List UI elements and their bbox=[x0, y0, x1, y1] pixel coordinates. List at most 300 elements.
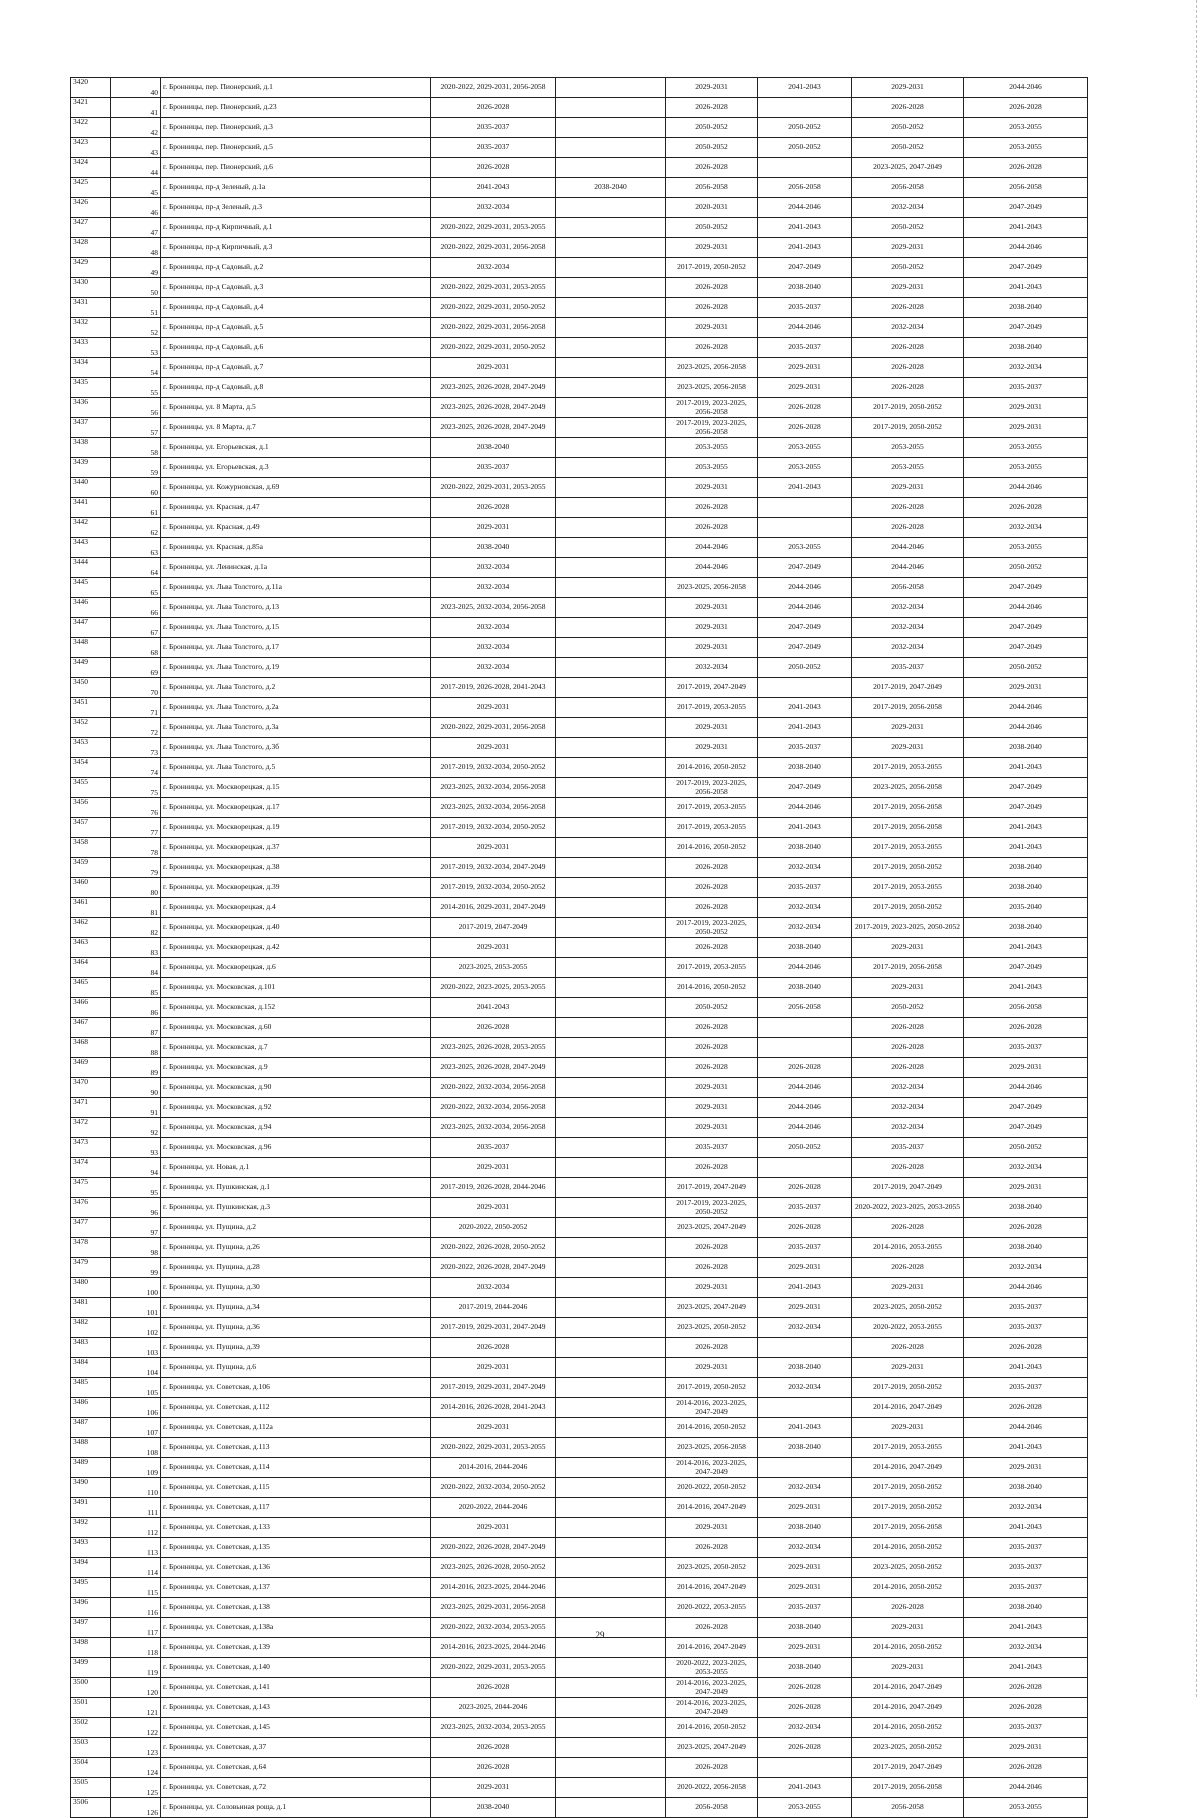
table-row bbox=[71, 1518, 1088, 1538]
cell-item-number: 89 bbox=[111, 1058, 161, 1078]
cell-period-e: 2050-2052 bbox=[852, 218, 964, 238]
cell-period-f: 2032-2034 bbox=[964, 1498, 1088, 1518]
cell-period-e: 2017-2019, 2023-2025, 2050-2052 bbox=[852, 918, 964, 938]
table-row bbox=[71, 1218, 1088, 1238]
cell-row-id: 3420 bbox=[71, 78, 111, 98]
cell-period-f: 2035-2037 bbox=[964, 1378, 1088, 1398]
cell-period-e: 2053-2055 bbox=[852, 458, 964, 478]
table-row bbox=[71, 858, 1088, 878]
cell-item-number: 111 bbox=[111, 1498, 161, 1518]
cell-period-c: 2014-2016, 2023-2025, 2047-2049 bbox=[666, 1458, 758, 1478]
cell-period-f: 2047-2049 bbox=[964, 1118, 1088, 1138]
cell-period-a: 2026-2028 bbox=[431, 498, 556, 518]
cell-item-number: 73 bbox=[111, 738, 161, 758]
cell-period-c: 2029-2031 bbox=[666, 1098, 758, 1118]
cell-address: г. Бронницы, ул. Красная, д.49 bbox=[161, 518, 431, 538]
cell-period-e: 2029-2031 bbox=[852, 1278, 964, 1298]
cell-period-e: 2026-2028 bbox=[852, 1158, 964, 1178]
cell-period-d: 2053-2055 bbox=[758, 458, 852, 478]
cell-period-c: 2017-2019, 2053-2055 bbox=[666, 818, 758, 838]
cell-period-a: 2020-2022, 2029-2031, 2050-2052 bbox=[431, 338, 556, 358]
cell-row-id: 3435 bbox=[71, 378, 111, 398]
cell-address: г. Бронницы, ул. Советская, д.72 bbox=[161, 1778, 431, 1798]
cell-period-f: 2038-2040 bbox=[964, 1198, 1088, 1218]
cell-period-e: 2050-2052 bbox=[852, 118, 964, 138]
cell-period-b bbox=[556, 1678, 666, 1698]
table-row bbox=[71, 1738, 1088, 1758]
cell-period-d: 2038-2040 bbox=[758, 758, 852, 778]
cell-item-number: 61 bbox=[111, 498, 161, 518]
cell-address: г. Бронницы, ул. Льва Толстого, д.5 bbox=[161, 758, 431, 778]
cell-item-number: 48 bbox=[111, 238, 161, 258]
cell-item-number: 70 bbox=[111, 678, 161, 698]
table-row bbox=[71, 1478, 1088, 1498]
cell-period-a: 2032-2034 bbox=[431, 558, 556, 578]
cell-period-c: 2026-2028 bbox=[666, 1758, 758, 1778]
cell-period-c: 2026-2028 bbox=[666, 1258, 758, 1278]
cell-period-f: 2029-2031 bbox=[964, 1178, 1088, 1198]
cell-period-a: 2020-2022, 2044-2046 bbox=[431, 1498, 556, 1518]
table-row bbox=[71, 1118, 1088, 1138]
cell-period-e: 2029-2031 bbox=[852, 238, 964, 258]
cell-period-c: 2014-2016, 2050-2052 bbox=[666, 1718, 758, 1738]
cell-period-e: 2032-2034 bbox=[852, 1078, 964, 1098]
cell-period-b bbox=[556, 218, 666, 238]
table-row bbox=[71, 598, 1088, 618]
cell-item-number: 115 bbox=[111, 1578, 161, 1598]
cell-period-a: 2023-2025, 2032-2034, 2056-2058 bbox=[431, 798, 556, 818]
cell-period-e: 2029-2031 bbox=[852, 478, 964, 498]
table-row bbox=[71, 498, 1088, 518]
cell-period-d: 2035-2037 bbox=[758, 1238, 852, 1258]
cell-period-f: 2035-2037 bbox=[964, 1538, 1088, 1558]
cell-row-id: 3481 bbox=[71, 1298, 111, 1318]
cell-item-number: 82 bbox=[111, 918, 161, 938]
cell-item-number: 122 bbox=[111, 1718, 161, 1738]
cell-period-b bbox=[556, 1358, 666, 1378]
cell-period-d: 2035-2037 bbox=[758, 1198, 852, 1218]
table-row bbox=[71, 1798, 1088, 1818]
cell-item-number: 64 bbox=[111, 558, 161, 578]
cell-period-c: 2026-2028 bbox=[666, 1038, 758, 1058]
cell-period-d: 2056-2058 bbox=[758, 998, 852, 1018]
cell-period-f: 2056-2058 bbox=[964, 178, 1088, 198]
cell-address: г. Бронницы, ул. Советская, д.145 bbox=[161, 1718, 431, 1738]
cell-period-a: 2029-2031 bbox=[431, 1198, 556, 1218]
cell-period-a: 2029-2031 bbox=[431, 838, 556, 858]
cell-period-e: 2017-2019, 2050-2052 bbox=[852, 858, 964, 878]
cell-period-e: 2050-2052 bbox=[852, 258, 964, 278]
table-row bbox=[71, 698, 1088, 718]
cell-row-id: 3489 bbox=[71, 1458, 111, 1478]
cell-period-c: 2029-2031 bbox=[666, 318, 758, 338]
cell-item-number: 49 bbox=[111, 258, 161, 278]
table-row bbox=[71, 1078, 1088, 1098]
cell-period-c: 2050-2052 bbox=[666, 138, 758, 158]
cell-period-a: 2020-2022, 2029-2031, 2056-2058 bbox=[431, 238, 556, 258]
cell-period-c: 2023-2025, 2056-2058 bbox=[666, 358, 758, 378]
cell-period-e: 2014-2016, 2050-2052 bbox=[852, 1638, 964, 1658]
cell-period-f: 2044-2046 bbox=[964, 78, 1088, 98]
cell-period-b bbox=[556, 1098, 666, 1118]
cell-address: г. Бронницы, ул. Новая, д.1 bbox=[161, 1158, 431, 1178]
cell-period-a: 2017-2019, 2032-2034, 2050-2052 bbox=[431, 818, 556, 838]
cell-period-e: 2017-2019, 2050-2052 bbox=[852, 898, 964, 918]
cell-address: г. Бронницы, ул. Пущина, д.2 bbox=[161, 1218, 431, 1238]
cell-address: г. Бронницы, ул. Советская, д.64 bbox=[161, 1758, 431, 1778]
cell-period-e: 2032-2034 bbox=[852, 618, 964, 638]
cell-item-number: 96 bbox=[111, 1198, 161, 1218]
cell-period-e: 2026-2028 bbox=[852, 358, 964, 378]
cell-period-a: 2023-2025, 2026-2028, 2047-2049 bbox=[431, 378, 556, 398]
cell-period-f: 2041-2043 bbox=[964, 218, 1088, 238]
table-row bbox=[71, 1138, 1088, 1158]
cell-row-id: 3486 bbox=[71, 1398, 111, 1418]
cell-period-d: 2041-2043 bbox=[758, 218, 852, 238]
cell-period-f: 2035-2037 bbox=[964, 1558, 1088, 1578]
cell-period-a: 2026-2028 bbox=[431, 1738, 556, 1758]
cell-period-e: 2026-2028 bbox=[852, 1598, 964, 1618]
cell-period-b bbox=[556, 1458, 666, 1478]
cell-period-f: 2038-2040 bbox=[964, 878, 1088, 898]
table-row bbox=[71, 1418, 1088, 1438]
cell-period-f: 2041-2043 bbox=[964, 978, 1088, 998]
cell-period-e: 2017-2019, 2053-2055 bbox=[852, 838, 964, 858]
cell-period-b bbox=[556, 1498, 666, 1518]
cell-period-b bbox=[556, 1758, 666, 1778]
cell-address: г. Бронницы, пер. Пионерский, д.23 bbox=[161, 98, 431, 118]
cell-period-b bbox=[556, 978, 666, 998]
cell-period-e: 2014-2016, 2047-2049 bbox=[852, 1398, 964, 1418]
cell-period-f: 2038-2040 bbox=[964, 738, 1088, 758]
cell-item-number: 124 bbox=[111, 1758, 161, 1778]
cell-period-a: 2035-2037 bbox=[431, 138, 556, 158]
cell-period-b bbox=[556, 1438, 666, 1458]
cell-period-e: 2017-2019, 2056-2058 bbox=[852, 958, 964, 978]
cell-row-id: 3503 bbox=[71, 1738, 111, 1758]
cell-item-number: 63 bbox=[111, 538, 161, 558]
cell-period-c: 2014-2016, 2023-2025, 2047-2049 bbox=[666, 1698, 758, 1718]
cell-item-number: 65 bbox=[111, 578, 161, 598]
cell-period-c: 2026-2028 bbox=[666, 1538, 758, 1558]
cell-item-number: 117 bbox=[111, 1618, 161, 1638]
cell-period-b bbox=[556, 458, 666, 478]
cell-period-a: 2026-2028 bbox=[431, 158, 556, 178]
cell-item-number: 50 bbox=[111, 278, 161, 298]
cell-period-f: 2047-2049 bbox=[964, 798, 1088, 818]
cell-period-b bbox=[556, 198, 666, 218]
cell-address: г. Бронницы, ул. Кожурновская, д.69 bbox=[161, 478, 431, 498]
cell-period-c: 2026-2028 bbox=[666, 158, 758, 178]
cell-period-d: 2029-2031 bbox=[758, 1578, 852, 1598]
cell-period-e: 2023-2025, 2056-2058 bbox=[852, 778, 964, 798]
cell-period-d: 2026-2028 bbox=[758, 398, 852, 418]
cell-row-id: 3462 bbox=[71, 918, 111, 938]
cell-row-id: 3465 bbox=[71, 978, 111, 998]
cell-address: г. Бронницы, ул. Советская, д.114 bbox=[161, 1458, 431, 1478]
cell-period-c: 2029-2031 bbox=[666, 1358, 758, 1378]
cell-period-b bbox=[556, 1738, 666, 1758]
cell-item-number: 99 bbox=[111, 1258, 161, 1278]
cell-period-c: 2029-2031 bbox=[666, 1278, 758, 1298]
cell-item-number: 97 bbox=[111, 1218, 161, 1238]
cell-period-b: 2038-2040 bbox=[556, 178, 666, 198]
cell-period-e: 2029-2031 bbox=[852, 938, 964, 958]
cell-period-c: 2026-2028 bbox=[666, 338, 758, 358]
cell-period-c: 2026-2028 bbox=[666, 1618, 758, 1638]
cell-item-number: 90 bbox=[111, 1078, 161, 1098]
cell-period-f: 2041-2043 bbox=[964, 1438, 1088, 1458]
cell-period-e: 2014-2016, 2047-2049 bbox=[852, 1458, 964, 1478]
cell-period-e: 2029-2031 bbox=[852, 978, 964, 998]
cell-period-d: 2035-2037 bbox=[758, 338, 852, 358]
cell-period-c: 2029-2031 bbox=[666, 598, 758, 618]
cell-row-id: 3437 bbox=[71, 418, 111, 438]
cell-period-b bbox=[556, 538, 666, 558]
table-row bbox=[71, 618, 1088, 638]
cell-period-a: 2020-2022, 2032-2034, 2050-2052 bbox=[431, 1478, 556, 1498]
cell-period-c: 2017-2019, 2023-2025, 2056-2058 bbox=[666, 418, 758, 438]
cell-period-c: 2017-2019, 2047-2049 bbox=[666, 678, 758, 698]
table-row bbox=[71, 998, 1088, 1018]
cell-period-c: 2023-2025, 2056-2058 bbox=[666, 378, 758, 398]
cell-period-e: 2026-2028 bbox=[852, 1038, 964, 1058]
cell-period-c: 2020-2022, 2056-2058 bbox=[666, 1778, 758, 1798]
cell-period-e: 2020-2022, 2023-2025, 2053-2055 bbox=[852, 1198, 964, 1218]
cell-period-d: 2035-2037 bbox=[758, 298, 852, 318]
table-row bbox=[71, 1358, 1088, 1378]
cell-row-id: 3442 bbox=[71, 518, 111, 538]
table-row bbox=[71, 158, 1088, 178]
cell-address: г. Бронницы, ул. Пущина, д.39 bbox=[161, 1338, 431, 1358]
cell-address: г. Бронницы, ул. Советская, д.133 bbox=[161, 1518, 431, 1538]
cell-address: г. Бронницы, ул. Льва Толстого, д.19 bbox=[161, 658, 431, 678]
cell-period-e: 2032-2034 bbox=[852, 1098, 964, 1118]
cell-period-d: 2041-2043 bbox=[758, 1418, 852, 1438]
cell-period-d: 2053-2055 bbox=[758, 438, 852, 458]
table-row bbox=[71, 658, 1088, 678]
cell-address: г. Бронницы, ул. Льва Толстого, д.17 bbox=[161, 638, 431, 658]
cell-address: г. Бронницы, пер. Пионерский, д.3 bbox=[161, 118, 431, 138]
cell-row-id: 3488 bbox=[71, 1438, 111, 1458]
cell-row-id: 3497 bbox=[71, 1618, 111, 1638]
cell-period-c: 2050-2052 bbox=[666, 998, 758, 1018]
cell-address: г. Бронницы, ул. Московская, д.92 bbox=[161, 1098, 431, 1118]
cell-item-number: 93 bbox=[111, 1138, 161, 1158]
cell-period-e: 2026-2028 bbox=[852, 1218, 964, 1238]
cell-row-id: 3423 bbox=[71, 138, 111, 158]
cell-period-c: 2032-2034 bbox=[666, 658, 758, 678]
cell-address: г. Бронницы, ул. Пушкинская, д.1 bbox=[161, 1178, 431, 1198]
cell-period-a: 2029-2031 bbox=[431, 1518, 556, 1538]
cell-period-f: 2026-2028 bbox=[964, 1338, 1088, 1358]
cell-period-b bbox=[556, 98, 666, 118]
table-row bbox=[71, 718, 1088, 738]
cell-row-id: 3467 bbox=[71, 1018, 111, 1038]
cell-period-b bbox=[556, 1218, 666, 1238]
cell-period-f: 2032-2034 bbox=[964, 1638, 1088, 1658]
cell-period-b bbox=[556, 1238, 666, 1258]
cell-address: г. Бронницы, ул. Советская, д.140 bbox=[161, 1658, 431, 1678]
cell-row-id: 3504 bbox=[71, 1758, 111, 1778]
cell-address: г. Бронницы, пр-д Садовый, д.6 bbox=[161, 338, 431, 358]
cell-address: г. Бронницы, ул. Пущина, д.26 bbox=[161, 1238, 431, 1258]
cell-item-number: 118 bbox=[111, 1638, 161, 1658]
cell-period-a: 2023-2025, 2032-2034, 2056-2058 bbox=[431, 1118, 556, 1138]
cell-period-d: 2041-2043 bbox=[758, 1278, 852, 1298]
cell-address: г. Бронницы, ул. Советская, д.37 bbox=[161, 1738, 431, 1758]
cell-address: г. Бронницы, ул. Москворецкая, д.38 bbox=[161, 858, 431, 878]
cell-period-f: 2044-2046 bbox=[964, 238, 1088, 258]
cell-item-number: 101 bbox=[111, 1298, 161, 1318]
table-row bbox=[71, 1578, 1088, 1598]
table-row bbox=[71, 1498, 1088, 1518]
cell-row-id: 3446 bbox=[71, 598, 111, 618]
cell-period-e: 2023-2025, 2047-2049 bbox=[852, 158, 964, 178]
cell-period-e: 2032-2034 bbox=[852, 198, 964, 218]
cell-period-f: 2026-2028 bbox=[964, 1218, 1088, 1238]
cell-item-number: 52 bbox=[111, 318, 161, 338]
cell-period-d: 2035-2037 bbox=[758, 738, 852, 758]
cell-period-b bbox=[556, 158, 666, 178]
cell-period-a: 2020-2022, 2029-2031, 2053-2055 bbox=[431, 478, 556, 498]
cell-period-f: 2035-2037 bbox=[964, 1298, 1088, 1318]
cell-period-b bbox=[556, 898, 666, 918]
cell-period-e: 2023-2025, 2050-2052 bbox=[852, 1298, 964, 1318]
cell-period-f: 2038-2040 bbox=[964, 1598, 1088, 1618]
cell-period-d: 2029-2031 bbox=[758, 1298, 852, 1318]
cell-period-c: 2020-2022, 2053-2055 bbox=[666, 1598, 758, 1618]
cell-address: г. Бронницы, ул. Соловьиная роща, д.1 bbox=[161, 1798, 431, 1818]
cell-item-number: 77 bbox=[111, 818, 161, 838]
cell-period-a: 2014-2016, 2029-2031, 2047-2049 bbox=[431, 898, 556, 918]
cell-period-e: 2017-2019, 2050-2052 bbox=[852, 1378, 964, 1398]
cell-item-number: 119 bbox=[111, 1658, 161, 1678]
cell-item-number: 59 bbox=[111, 458, 161, 478]
cell-period-a: 2023-2025, 2026-2028, 2050-2052 bbox=[431, 1558, 556, 1578]
cell-period-b bbox=[556, 1298, 666, 1318]
cell-period-d: 2038-2040 bbox=[758, 1658, 852, 1678]
cell-row-id: 3502 bbox=[71, 1718, 111, 1738]
cell-period-c: 2029-2031 bbox=[666, 478, 758, 498]
table-row bbox=[71, 1598, 1088, 1618]
cell-period-f: 2047-2049 bbox=[964, 958, 1088, 978]
cell-address: г. Бронницы, пр-д Садовый, д.2 bbox=[161, 258, 431, 278]
cell-address: г. Бронницы, ул. Московская, д.9 bbox=[161, 1058, 431, 1078]
cell-period-f: 2041-2043 bbox=[964, 938, 1088, 958]
cell-item-number: 108 bbox=[111, 1438, 161, 1458]
cell-period-f: 2047-2049 bbox=[964, 578, 1088, 598]
cell-row-id: 3479 bbox=[71, 1258, 111, 1278]
cell-period-a: 2020-2022, 2029-2031, 2053-2055 bbox=[431, 1438, 556, 1458]
cell-period-b bbox=[556, 858, 666, 878]
cell-row-id: 3485 bbox=[71, 1378, 111, 1398]
cell-item-number: 74 bbox=[111, 758, 161, 778]
cell-period-c: 2017-2019, 2023-2025, 2050-2052 bbox=[666, 1198, 758, 1218]
table-row bbox=[71, 1778, 1088, 1798]
cell-period-b bbox=[556, 1278, 666, 1298]
cell-item-number: 75 bbox=[111, 778, 161, 798]
cell-period-c: 2023-2025, 2047-2049 bbox=[666, 1738, 758, 1758]
cell-period-a: 2017-2019, 2032-2034, 2047-2049 bbox=[431, 858, 556, 878]
cell-period-b bbox=[556, 238, 666, 258]
cell-period-f: 2026-2028 bbox=[964, 158, 1088, 178]
cell-period-d: 2038-2040 bbox=[758, 1438, 852, 1458]
table-row bbox=[71, 818, 1088, 838]
cell-period-c: 2044-2046 bbox=[666, 538, 758, 558]
cell-period-d: 2038-2040 bbox=[758, 1518, 852, 1538]
cell-address: г. Бронницы, ул. Советская, д.115 bbox=[161, 1478, 431, 1498]
cell-address: г. Бронницы, ул. Советская, д.135 bbox=[161, 1538, 431, 1558]
cell-period-b bbox=[556, 1038, 666, 1058]
cell-period-c: 2029-2031 bbox=[666, 618, 758, 638]
cell-address: г. Бронницы, ул. Льва Толстого, д.3б bbox=[161, 738, 431, 758]
cell-period-e: 2026-2028 bbox=[852, 98, 964, 118]
cell-row-id: 3496 bbox=[71, 1598, 111, 1618]
cell-period-d: 2044-2046 bbox=[758, 1078, 852, 1098]
cell-period-a: 2032-2034 bbox=[431, 638, 556, 658]
cell-period-c: 2029-2031 bbox=[666, 718, 758, 738]
cell-period-b bbox=[556, 918, 666, 938]
cell-address: г. Бронницы, ул. Пущина, д.28 bbox=[161, 1258, 431, 1278]
cell-address: г. Бронницы, ул. 8 Марта, д.5 bbox=[161, 398, 431, 418]
table-row bbox=[71, 898, 1088, 918]
cell-period-d: 2035-2037 bbox=[758, 1598, 852, 1618]
cell-period-d: 2053-2055 bbox=[758, 1798, 852, 1818]
cell-row-id: 3425 bbox=[71, 178, 111, 198]
cell-address: г. Бронницы, пр-д Садовый, д.3 bbox=[161, 278, 431, 298]
cell-period-a: 2023-2025, 2032-2034, 2053-2055 bbox=[431, 1718, 556, 1738]
table-row bbox=[71, 1558, 1088, 1578]
table-row bbox=[71, 378, 1088, 398]
cell-address: г. Бронницы, ул. Московская, д.152 bbox=[161, 998, 431, 1018]
cell-period-a: 2020-2022, 2026-2028, 2047-2049 bbox=[431, 1258, 556, 1278]
table-row bbox=[71, 638, 1088, 658]
cell-row-id: 3478 bbox=[71, 1238, 111, 1258]
cell-period-b bbox=[556, 1338, 666, 1358]
cell-period-d bbox=[758, 1398, 852, 1418]
cell-period-c: 2023-2025, 2056-2058 bbox=[666, 1438, 758, 1458]
cell-row-id: 3459 bbox=[71, 858, 111, 878]
cell-period-d: 2044-2046 bbox=[758, 958, 852, 978]
cell-period-d: 2050-2052 bbox=[758, 138, 852, 158]
cell-period-b bbox=[556, 758, 666, 778]
cell-row-id: 3450 bbox=[71, 678, 111, 698]
cell-row-id: 3476 bbox=[71, 1198, 111, 1218]
cell-period-e: 2026-2028 bbox=[852, 1338, 964, 1358]
cell-address: г. Бронницы, пр-д Садовый, д.7 bbox=[161, 358, 431, 378]
table-row bbox=[71, 238, 1088, 258]
table-row bbox=[71, 1238, 1088, 1258]
cell-period-b bbox=[556, 778, 666, 798]
cell-row-id: 3444 bbox=[71, 558, 111, 578]
cell-period-a: 2023-2025, 2026-2028, 2053-2055 bbox=[431, 1038, 556, 1058]
table-row bbox=[71, 1318, 1088, 1338]
cell-row-id: 3443 bbox=[71, 538, 111, 558]
cell-period-d: 2032-2034 bbox=[758, 1318, 852, 1338]
table-row bbox=[71, 398, 1088, 418]
cell-period-d: 2047-2049 bbox=[758, 258, 852, 278]
cell-period-c: 2014-2016, 2050-2052 bbox=[666, 978, 758, 998]
cell-period-a: 2014-2016, 2026-2028, 2041-2043 bbox=[431, 1398, 556, 1418]
cell-row-id: 3436 bbox=[71, 398, 111, 418]
cell-period-d: 2041-2043 bbox=[758, 78, 852, 98]
cell-period-f: 2050-2052 bbox=[964, 1138, 1088, 1158]
table-row bbox=[71, 738, 1088, 758]
cell-period-a: 2020-2022, 2050-2052 bbox=[431, 1218, 556, 1238]
cell-period-c: 2026-2028 bbox=[666, 518, 758, 538]
cell-address: г. Бронницы, ул. Пущина, д.6 bbox=[161, 1358, 431, 1378]
